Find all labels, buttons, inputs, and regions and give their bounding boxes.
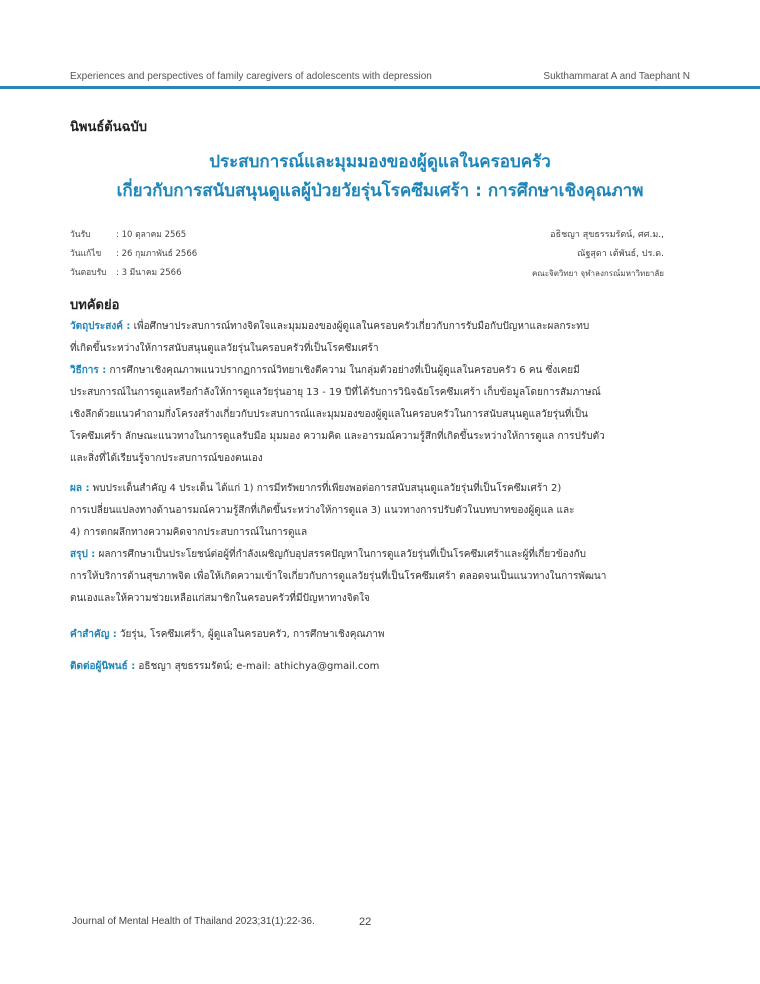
methods-label: วิธีการ : [70, 365, 107, 376]
date-value: : 3 มีนาคม 2566 [116, 268, 182, 278]
author-1: อธิชญา สุขธรรมรัตน์, ศศ.ม., [550, 230, 664, 240]
methods-line-5: และสิ่งที่ได้เรียนรู้จากประสบการณ์ของตนเอง [70, 453, 263, 464]
results-line-1 [70, 478, 680, 500]
title-line-2: เกี่ยวกับการสนับสนุนดูแลผู้ป่วยวัยรุ่นโรคซึมเศร้า : การศึกษาเชิงคุณภาพ [116, 181, 644, 201]
results-text: พบประเด็นสำคัญ 4 ประเด็น ได้แก่ 1) การมีทรัพยากรที่เพียงพอต่อการสนับสนุนดูแลวัยรุ่นที่เป็นโรคซึมเศร้า 2) [92, 483, 562, 494]
contact-text: อธิชญา สุขธรรมรัตน์; e-mail: athichya@gmail.com [138, 661, 380, 672]
conclusion-section [70, 544, 680, 610]
conclusion-line-1 [70, 544, 680, 566]
conclusion-line-2: การให้บริการด้านสุขภาพจิต เพื่อให้เกิดความเข้าใจเกี่ยวกับการดูแลวัยรุ่นที่เป็นโรคซึมเศร้า ตลอดจนเป็นแนวทางในการพัฒนา [70, 571, 607, 582]
article-type: นิพนธ์ต้นฉบับ [70, 120, 147, 135]
contact-section [70, 656, 680, 678]
objective-line-1 [70, 316, 680, 338]
keywords-label: คำสำคัญ : [70, 629, 117, 640]
contact-line [70, 656, 680, 678]
keywords-text: วัยรุ่น, โรคซึมเศร้า, ผู้ดูแลในครอบครัว, การศึกษาเชิงคุณภาพ [119, 629, 385, 640]
author-affiliation: คณะจิตวิทยา จุฬาลงกรณ์มหาวิทยาลัย [531, 269, 664, 278]
methods-line-4: โรคซึมเศร้า ลักษณะแนวทางในการดูแลรับมือ มุมมอง ความคิด และอารมณ์ความรู้สึกที่เกิดขึ้นระหว่างให้การดูแล การปรับตัว [70, 431, 605, 442]
authors-block [532, 226, 664, 283]
title-line-1: ประสบการณ์และมุมมองของผู้ดูแลในครอบครัว [209, 152, 551, 172]
methods-text: การศึกษาเชิงคุณภาพแนวปรากฏการณ์วิทยาเชิงตีความ ในกลุ่มตัวอย่างที่เป็นผู้ดูแลในครอบครัว 6 คน ซึ่งเคยมี [109, 365, 580, 376]
header-rule [0, 86, 760, 89]
running-header-right: Sukthammarat A and Taephant N [543, 71, 690, 82]
abstract-heading: บทคัดย่อ [70, 298, 120, 313]
running-header-left: Experiences and perspectives of family caregivers of adolescents with depression [70, 71, 432, 82]
page-number: 22 [359, 916, 372, 928]
date-value: : 26 กุมภาพันธ์ 2566 [116, 249, 198, 259]
objective-line-2: ที่เกิดขึ้นระหว่างให้การสนับสนุนดูแลวัยรุ่นในครอบครัวที่เป็นโรคซึมเศร้า [70, 343, 379, 354]
conclusion-text: ผลการศึกษาเป็นประโยชน์ต่อผู้ที่กำลังเผชิญกับอุปสรรคปัญหาในการดูแลวัยรุ่นที่เป็นโรคซึมเศร้าและผู้ที่เกี่ยวข้องกับ [98, 549, 586, 560]
objective-section [70, 316, 680, 360]
date-label: วันแก้ไข [70, 249, 102, 259]
date-received [70, 226, 197, 245]
submission-dates [70, 226, 197, 283]
conclusion-line-3: ตนเองและให้ความช่วยเหลือแก่สมาชิกในครอบครัวที่มีปัญหาทางจิตใจ [70, 593, 370, 604]
article-title [60, 148, 700, 206]
results-section [70, 478, 680, 544]
date-label: วันรับ [70, 230, 91, 240]
keywords-line [70, 624, 680, 646]
running-header [70, 68, 690, 84]
date-value: : 10 ตุลาคม 2565 [116, 230, 187, 240]
objective-text: เพื่อศึกษาประสบการณ์ทางจิตใจและมุมมองของผู้ดูแลในครอบครัวเกี่ยวกับการรับมือกับปัญหาและผลกระทบ [133, 321, 590, 332]
methods-line-3: เชิงลึกด้วยแนวคำถามกึ่งโครงสร้างเกี่ยวกับประสบการณ์และมุมมองของผู้ดูแลในครอบครัวในการสนับสนุนดูแลวัยรุ่นที่เป็น [70, 409, 588, 420]
conclusion-label: สรุป : [70, 549, 96, 560]
keywords-section [70, 624, 680, 646]
date-accepted [70, 264, 197, 283]
author-2: ณัฐสุดา เต้พันธ์, ปร.ด. [577, 249, 664, 259]
methods-section [70, 360, 680, 470]
objective-label: วัตถุประสงค์ : [70, 321, 131, 332]
date-label: วันตอบรับ [70, 268, 107, 278]
footer-journal-citation: Journal of Mental Health of Thailand 2023;31(1):22-36. [72, 916, 315, 927]
contact-label: ติดต่อผู้นิพนธ์ : [70, 661, 136, 672]
results-line-3: 4) การตกผลึกทางความคิดจากประสบการณ์ในการดูแล [70, 527, 308, 538]
methods-line-1 [70, 360, 680, 382]
results-line-2: การเปลี่ยนแปลงทางด้านอารมณ์ความรู้สึกที่เกิดขึ้นระหว่างให้การดูแล 3) แนวทางการปรับตัวในบทบาทของผู้ดูแล และ [70, 505, 575, 516]
results-label: ผล : [70, 483, 90, 494]
methods-line-2: ประสบการณ์ในการดูแลหรือกำลังให้การดูแลวัยรุ่นอายุ 13 - 19 ปีที่ได้รับการวินิจฉัยโรคซึมเศร้า เก็บข้อมูลโดยการสัมภาษณ์ [70, 387, 601, 398]
date-revised [70, 245, 197, 264]
